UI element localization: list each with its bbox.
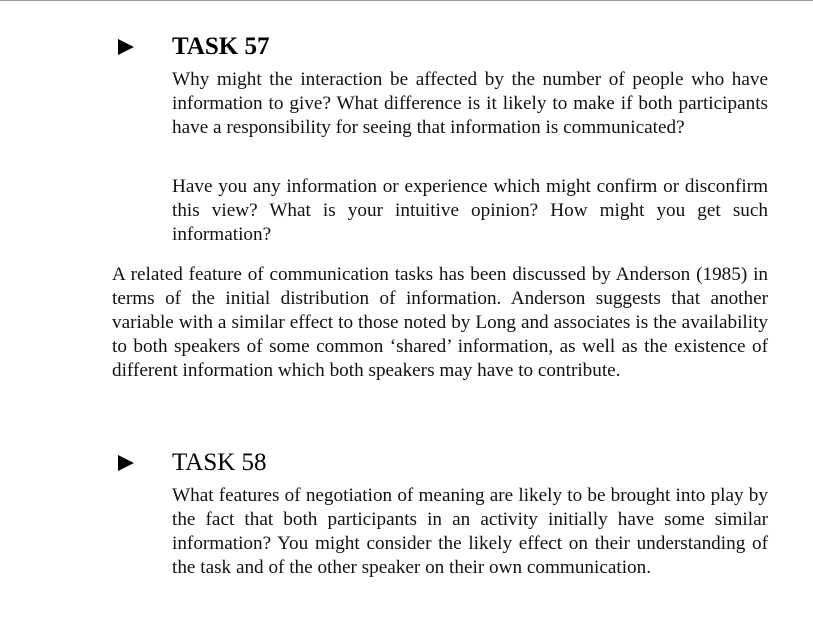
body-paragraph: A related feature of communication tasks has been discussed by Anderson (1985) in terms of the initial distribution of information. Anderson suggests that another variable with a similar effect to those noted by Long and associates is the availability to both speakers of some common ‘shared’ information, as well as the existence of different information which both speakers may have to contribute. — [112, 264, 768, 381]
task-58-title: TASK 58 — [172, 449, 267, 476]
task-57-paragraph-1: Why might the interaction be affected by the number of people who have information to give? What difference is it likely to make if both participants have a responsibility for seeing that information is communicated? — [172, 69, 768, 138]
task-58-paragraph-1: What features of negotiation of meaning are likely to be brought into play by the fact that both participants in an activity initially have some similar information? You might consider the likely effect on their understanding of the task and of the other speaker on their own communication. — [172, 485, 768, 578]
right-triangle-icon — [118, 39, 134, 55]
task-57-heading — [118, 32, 269, 62]
task-57-paragraph-2: Have you any information or experience which might confirm or disconfirm this view? What is your intuitive opinion? How might you get such information? — [172, 176, 768, 245]
task-57-title: TASK 57 — [172, 33, 270, 60]
task-58-heading — [118, 448, 267, 478]
right-triangle-icon — [118, 455, 134, 471]
top-rule — [0, 0, 813, 1]
